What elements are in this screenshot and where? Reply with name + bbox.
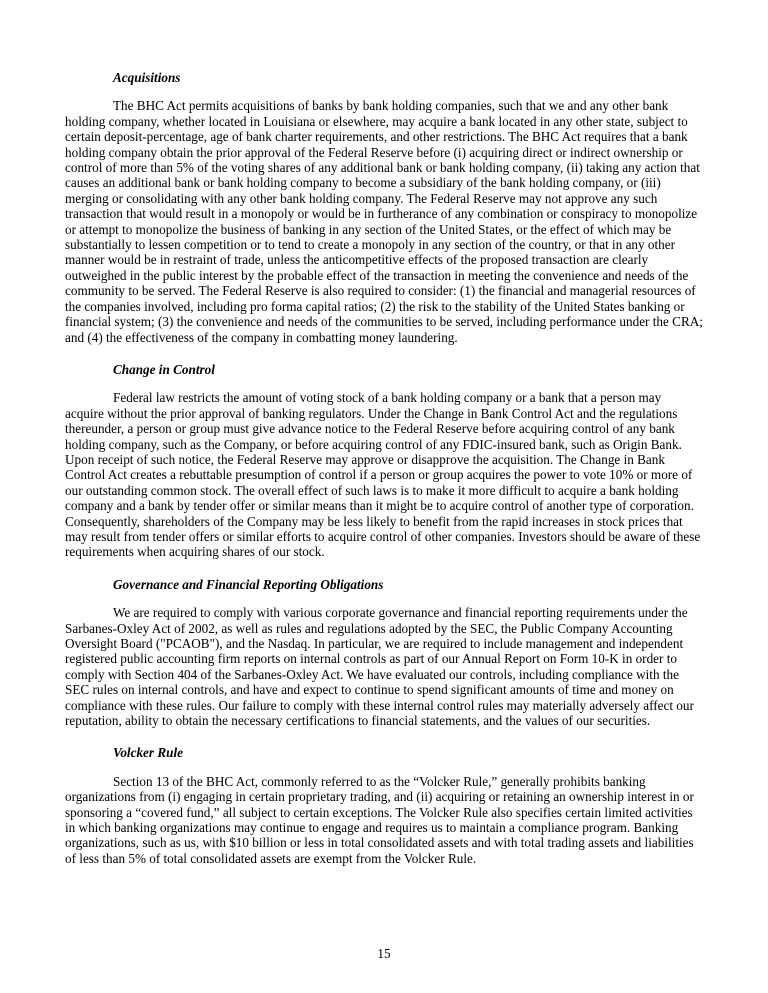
section-body-governance-and-financial-reporting-obligations: We are required to comply with various corporate governance and financial reporting requirements under the Sarbanes-Oxley Act of 2002, as well as rules and regulations adopted by the SEC, the Public Company Accounting Oversight Board ("PCAOB"), and the Nasdaq. In particular, we are required to include management and independent registered public accounting firm reports on internal controls as part of our Annual Report on Form 10-K in order to comply with Section 404 of the Sarbanes-Oxley Act. We have evaluated our controls, including compliance with the SEC rules on internal controls, and have and expect to continue to spend significant amounts of time and money on compliance with these rules. Our failure to comply with these internal control rules may materially adversely affect our reputation, ability to obtain the necessary certifications to financial statements, and the values of our securities. [65,605,694,729]
section-body-acquisitions: The BHC Act permits acquisitions of banks by bank holding companies, such that we and any other bank holding company, whether located in Louisiana or elsewhere, may acquire a bank located in any other state, subject to certain deposit-percentage, age of bank charter requirements, and other restrictions. The BHC Act requires that a bank holding company obtain the prior approval of the Federal Reserve before (i) acquiring direct or indirect ownership or control of more than 5% of the voting shares of any additional bank or bank holding company, (ii) taking any action that causes an additional bank or bank holding company to become a subsidiary of the bank holding company, or (iii) merging or consolidating with any other bank holding company. The Federal Reserve may not approve any such transaction that would result in a monopoly or would be in furtherance of any combination or conspiracy to monopolize or attempt to monopolize the business of banking in any section of the United States, or the effect of which may be substantially to lessen competition or to tend to create a monopoly in any section of the country, or that in any other manner would be in restraint of trade, unless the anticompetitive effects of the proposed transaction are clearly outweighed in the public interest by the probable effect of the transaction in meeting the convenience and needs of the community to be served. The Federal Reserve is also required to consider: (1) the financial and managerial resources of the companies involved, including pro forma capital ratios; (2) the risk to the stability of the United States banking or financial system; (3) the convenience and needs of the communities to be served, including performance under the CRA; and (4) the effectiveness of the company in combatting money laundering. [65,98,703,345]
section-heading-volcker-rule: Volcker Rule [113,745,183,761]
section-body-volcker-rule: Section 13 of the BHC Act, commonly referred to as the “Volcker Rule,” generally prohibits banking organizations from (i) engaging in certain proprietary trading, and (ii) acquiring or retaining an ownership interest in or sponsoring a “covered fund,” all subject to certain exceptions. The Volcker Rule also specifies certain limited activities in which banking organizations may continue to engage and requires us to maintain a compliance program. Banking organizations, such as us, with $10 billion or less in total consolidated assets and with total trading assets and liabilities of less than 5% of total consolidated assets are exempt from the Volcker Rule. [65,773,694,866]
section-heading-acquisitions: Acquisitions [113,70,181,85]
page-number: 15 [377,946,391,961]
section-heading-governance-and-financial-reporting-obligations: Governance and Financial Reporting Obligations [113,576,384,592]
section-heading-change-in-control: Change in Control [113,361,215,377]
section-body-change-in-control: Federal law restricts the amount of voting stock of a bank holding company or a bank that a person may acquire without the prior approval of banking regulators. Under the Change in Bank Control Act and the regulations thereunder, a person or group must give advance notice to the Federal Reserve before acquiring control of any bank holding company, such as the Company, or before acquiring control of any FDIC-insured bank, such as Origin Bank. Upon receipt of such notice, the Federal Reserve may approve or disapprove the acquisition. The Change in Bank Control Act creates a rebuttable presumption of control if a person or group acquires the power to vote 10% or more of our outstanding common stock. The overall effect of such laws is to make it more difficult to acquire a bank holding company and a bank by tender offer or similar means than it might be to acquire control of another type of corporation. Consequently, shareholders of the Company may be less likely to benefit from the rapid increases in stock prices that may result from tender offers or similar efforts to acquire control of other companies. Investors should be aware of these requirements when acquiring shares of our stock. [65,390,701,560]
